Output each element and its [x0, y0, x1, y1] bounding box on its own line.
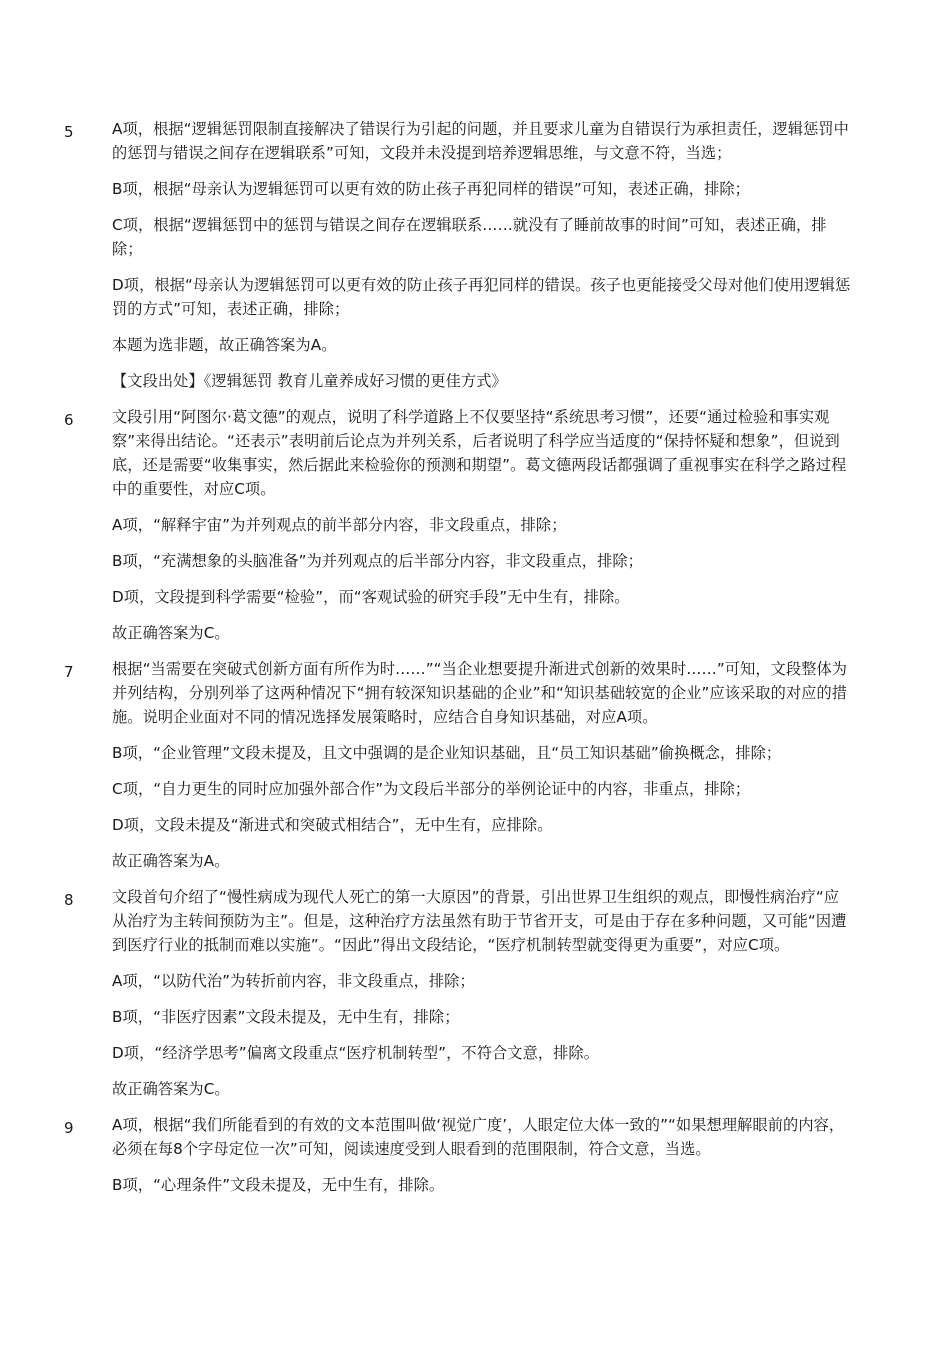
source-line: 【文段出处】《逻辑惩罚 教育儿童养成好习惯的更佳方式》: [112, 372, 507, 390]
question-9: [0, 1113, 950, 1197]
answer-line: 本题为选非题，故正确答案为A。: [112, 336, 337, 354]
explanation-paragraph: B项，“企业管理”文段未提及，且文中强调的是企业知识基础，且“员工知识基础”偷换概念，排除；: [112, 744, 782, 762]
explanation-paragraph: D项，根据“母亲认为逻辑惩罚可以更有效的防止孩子再犯同样的错误。孩子也更能接受父母对他们使用逻辑惩罚的方式”可知，表述正确，排除；: [112, 276, 851, 318]
question-6: [0, 405, 950, 645]
question-8: [0, 885, 950, 1101]
explanation-paragraph: B项，“非医疗因素”文段未提及，无中生有，排除；: [112, 1008, 460, 1026]
question-number: 8: [64, 891, 74, 909]
explanation-paragraph: D项，文段提到科学需要“检验”，而“客观试验的研究手段”无中生有，排除。: [112, 588, 630, 606]
explanation-paragraph: A项，“以防代治”为转折前内容，非文段重点，排除；: [112, 972, 475, 990]
answer-line: 故正确答案为A。: [112, 852, 230, 870]
answer-line: 故正确答案为C。: [112, 624, 230, 642]
explanation-paragraph: D项，“经济学思考”偏离文段重点“医疗机制转型”，不符合文意，排除。: [112, 1044, 600, 1062]
question-5: [0, 117, 950, 393]
question-number: 7: [64, 663, 74, 681]
explanation-paragraph: 文段首句介绍了“慢性病成为现代人死亡的第一大原因”的背景，引出世界卫生组织的观点，即慢性病治疗“应从治疗为主转间预防为主”。但是，这种治疗方法虽然有助于节省开支，可是由于存在多种问题，又可能“因遭到医疗行业的抵制而难以实施”。“因此”得出文段结论，“医疗机制转型就变得更为重要”，对应C项。: [112, 888, 847, 954]
explanation-paragraph: B项，根据“母亲认为逻辑惩罚可以更有效的防止孩子再犯同样的错误”可知，表述正确，排除；: [112, 180, 750, 198]
question-number: 5: [64, 123, 74, 141]
explanation-paragraph: B项，“充满想象的头脑准备”为并列观点的后半部分内容，非文段重点，排除；: [112, 552, 643, 570]
explanation-paragraph: D项，文段未提及“渐进式和突破式相结合”，无中生有，应排除。: [112, 816, 553, 834]
explanation-paragraph: C项，“自力更生的同时应加强外部合作”为文段后半部分的举例论证中的内容，非重点，排除；: [112, 780, 751, 798]
question-number: 6: [64, 411, 74, 429]
explanation-paragraph: 根据“当需要在突破式创新方面有所作为时……”“当企业想要提升渐进式创新的效果时……”可知，文段整体为并列结构，分别列举了这两种情况下“拥有较深知识基础的企业”和“知识基础较宽的企业”应该采取的对应的措施。说明企业面对不同的情况选择发展策略时，应结合自身知识基础，对应A项。: [112, 660, 848, 726]
explanation-paragraph: A项，“解释宇宙”为并列观点的前半部分内容，非文段重点，排除；: [112, 516, 567, 534]
explanation-paragraph: C项，根据“逻辑惩罚中的惩罚与错误之间存在逻辑联系……就没有了睡前故事的时间”可知，表述正确，排除；: [112, 216, 827, 258]
explanation-paragraph: A项，根据“我们所能看到的有效的文本范围叫做‘视觉广度’，人眼定位大体一致的”“如果想理解眼前的内容，必须在每8个字母定位一次”可知，阅读速度受到人眼看到的范围限制，符合文意，当选。: [112, 1116, 845, 1158]
explanation-paragraph: B项，“心理条件”文段未提及，无中生有，排除。: [112, 1176, 445, 1194]
answer-line: 故正确答案为C。: [112, 1080, 230, 1098]
question-number: 9: [64, 1119, 74, 1137]
question-7: [0, 657, 950, 873]
explanation-paragraph: 文段引用“阿图尔·葛文德”的观点，说明了科学道路上不仅要坚持“系统思考习惯”，还要“通过检验和事实观察”来得出结论。“还表示”表明前后论点为并列关系，后者说明了科学应当适度的“保持怀疑和想象”，但说到底，还是需要“收集事实，然后据此来检验你的预测和期望”。葛文德两段话都强调了重视事实在科学之路过程中的重要性，对应C项。: [112, 408, 847, 498]
explanation-paragraph: A项，根据“逻辑惩罚限制直接解决了错误行为引起的问题，并且要求儿童为自错误行为承担责任，逻辑惩罚中的惩罚与错误之间存在逻辑联系”可知，文段并未没提到培养逻辑思维，与文意不符，当选；: [112, 120, 849, 162]
answer-explanations: [0, 117, 950, 1209]
